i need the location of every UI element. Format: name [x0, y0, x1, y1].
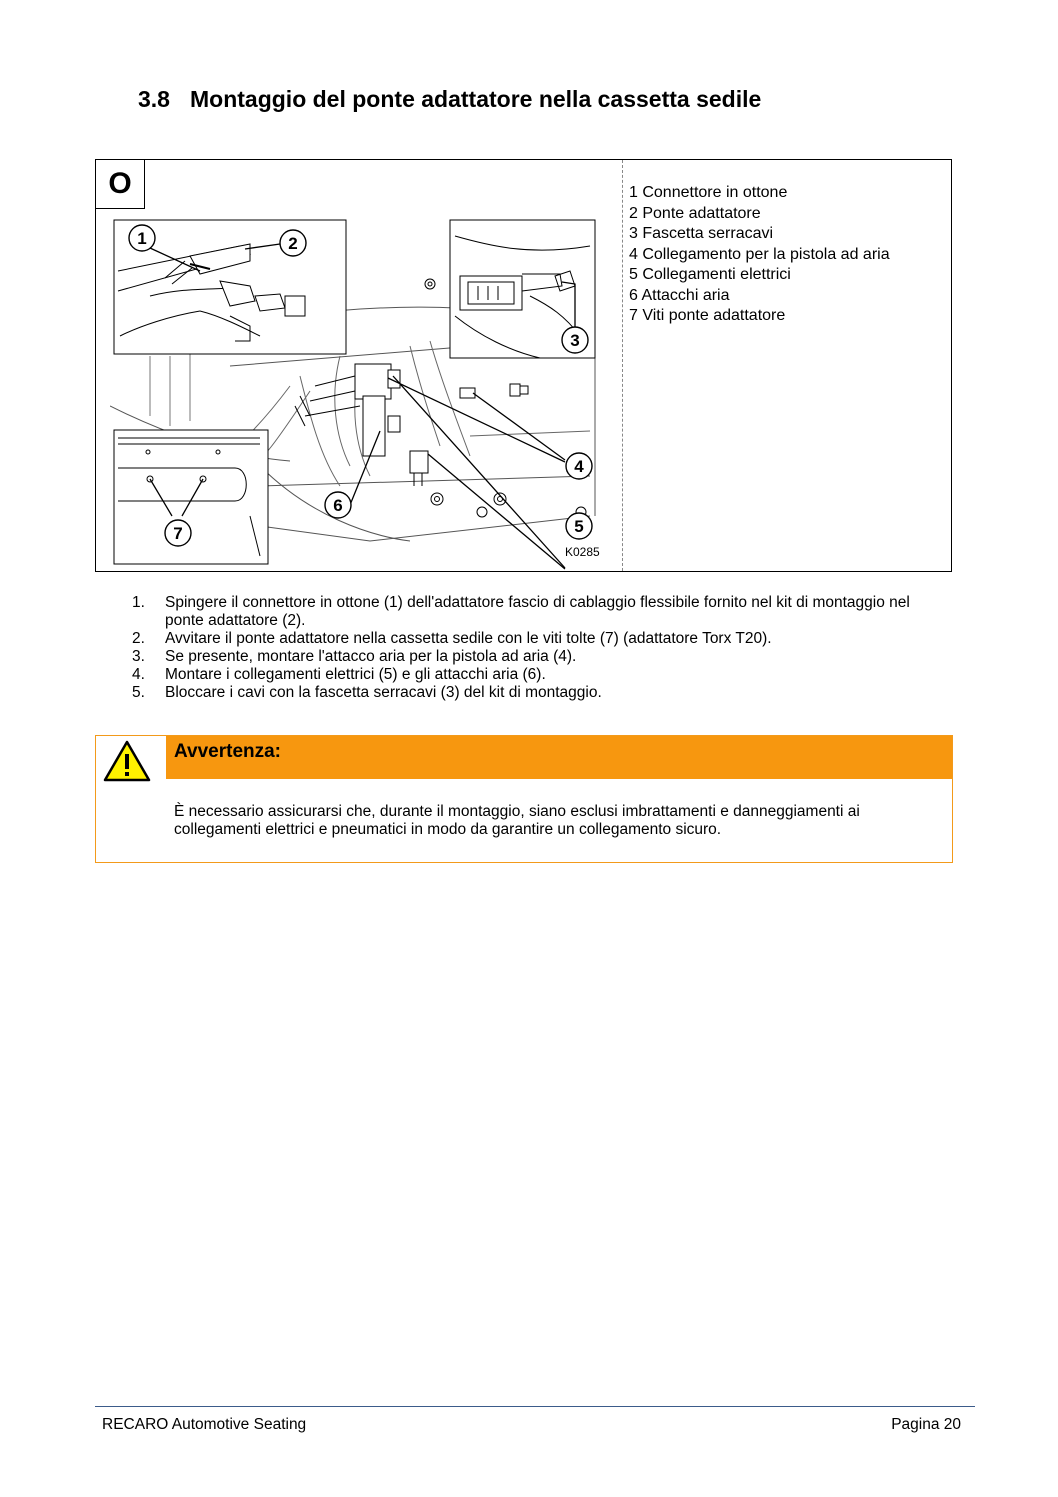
figure-code: K0285: [565, 545, 600, 559]
legend-item: 6 Attacchi aria: [629, 286, 730, 304]
instruction-step: [132, 666, 922, 684]
callout-6: 6: [333, 496, 343, 515]
callout-7: 7: [173, 524, 183, 543]
step-number: 4.: [132, 666, 145, 683]
callout-5: 5: [574, 517, 584, 536]
warning-title: Avvertenza:: [174, 741, 282, 762]
step-text: Se presente, montare l'attacco aria per la pistola ad aria (4).: [165, 648, 577, 665]
instruction-step: [132, 594, 922, 630]
step-number: 3.: [132, 648, 145, 665]
instruction-step: [132, 684, 922, 702]
instruction-list: [132, 594, 922, 702]
legend-item: 3 Fascetta serracavi: [629, 225, 774, 242]
figure-legend: [629, 183, 890, 327]
step-text: Avvitare il ponte adattatore nella cassetta sedile con le viti tolte (7) (adattatore Torx T20).: [165, 630, 772, 647]
legend-item: 1 Connettore in ottone: [629, 184, 788, 201]
footer-company: RECARO Automotive Seating: [102, 1416, 307, 1433]
step-text: Montare i collegamenti elettrici (5) e gli attacchi aria (6).: [165, 666, 546, 683]
warning-header: [166, 736, 952, 779]
legend-item: 7 Viti ponte adattatore: [629, 307, 786, 324]
callout-4: 4: [574, 457, 584, 476]
legend-item: 4 Collegamento per la pistola ad aria: [629, 245, 890, 263]
instruction-step: [132, 630, 922, 648]
step-text: Bloccare i cavi con la fascetta serracavi (3) del kit di montaggio.: [165, 684, 602, 701]
step-number: 1.: [132, 594, 145, 611]
figure-divider: [622, 160, 623, 571]
legend-item: 2 Ponte adattatore: [629, 204, 761, 222]
warning-text: È necessario assicurarsi che, durante il montaggio, siano esclusi imbrattamenti e danneggiamenti ai collegamenti elettrici e pneumatici in modo da garantire un collegamento sicuro.: [174, 803, 860, 838]
callout-2: 2: [288, 234, 298, 253]
warning-box: [95, 735, 953, 863]
warning-triangle-icon: [102, 739, 152, 783]
callout-1: 1: [137, 229, 147, 248]
step-number: 2.: [132, 630, 145, 647]
footer-page-number: Pagina 20: [891, 1416, 961, 1433]
footer-rule: [95, 1406, 975, 1407]
figure-letter: O: [95, 159, 145, 209]
callout-3: 3: [570, 331, 580, 350]
section-heading: [138, 86, 761, 113]
section-title: Montaggio del ponte adattatore nella cassetta sedile: [190, 86, 762, 112]
instruction-step: [132, 648, 922, 666]
technical-drawing: [110, 216, 610, 570]
figure-box: [95, 159, 952, 572]
step-number: 5.: [132, 684, 145, 701]
legend-item: 5 Collegamenti elettrici: [629, 266, 791, 283]
step-text: Spingere il connettore in ottone (1) dell'adattatore fascio di cablaggio flessibile fornito nel kit di montaggio nel ponte adattatore (2).: [165, 594, 910, 629]
section-number: 3.8: [138, 86, 170, 112]
